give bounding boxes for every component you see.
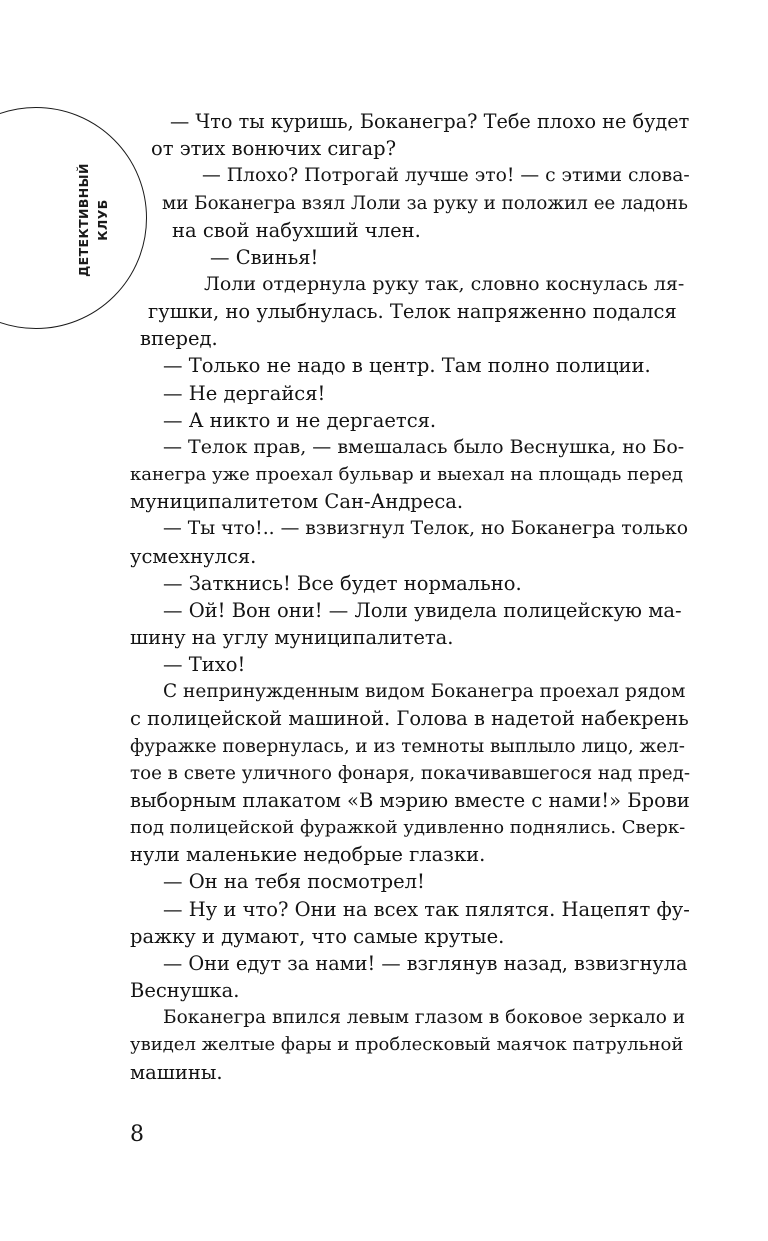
text-line: машины. (130, 1061, 223, 1084)
series-emblem-line-2: КЛУБ (95, 199, 110, 241)
text-line: С непринужденным видом Боканегра проехал рядом (163, 681, 686, 702)
text-line: ражку и думают, что самые крутые. (130, 925, 505, 948)
text-line: под полицейской фуражкой удивленно поднялись. Сверк- (130, 817, 686, 838)
text-line: Веснушка. (130, 979, 240, 1002)
text-line: с полицейской машиной. Голова в надетой набекрень (130, 707, 689, 730)
text-line: усмехнулся. (130, 545, 257, 568)
text-line: — Только не надо в центр. Там полно полиции. (163, 354, 651, 377)
text-line: нули маленькие недобрые глазки. (130, 843, 486, 866)
text-line: вперед. (140, 327, 218, 350)
text-line: — Они едут за нами! — взглянув назад, взвизгнула (163, 952, 688, 975)
text-line: — Ты что!.. — взвизгнул Телок, но Боканегра только (163, 518, 689, 539)
text-line: Боканегра впился левым глазом в боковое зеркало и (163, 1007, 686, 1028)
text-line: гушки, но улыбнулась. Телок напряженно подался (148, 300, 677, 323)
text-line: — Ну и что? Они на всех так пялятся. Нацепят фу- (163, 898, 690, 921)
text-line: Лоли отдернула руку так, словно коснулась ля- (204, 273, 685, 295)
text-line: тое в свете уличного фонаря, покачивавшегося над пред- (130, 763, 691, 784)
text-line: — Ой! Вон они! — Лоли увидела полицейскую ма- (163, 599, 682, 622)
text-line: ми Боканегра взял Лоли за руку и положил ее ладонь (162, 193, 688, 214)
text-line: выборным плакатом «В мэрию вместе с нами!» Брови (130, 789, 690, 812)
text-line: — А никто и не дергается. (163, 409, 437, 432)
text-line: — Он на тебя посмотрел! (163, 870, 425, 893)
text-line: на свой набухший член. (172, 219, 421, 242)
page-number: 8 (130, 1122, 144, 1147)
text-line: — Тихо! (163, 653, 246, 676)
text-line: канегра уже проехал бульвар и выехал на площадь перед (130, 464, 683, 485)
text-line: муниципалитетом Сан-Андреса. (130, 490, 464, 513)
text-line: увидел желтые фары и проблесковый маячок патрульной (130, 1034, 684, 1055)
text-line: шину на углу муниципалитета. (130, 626, 454, 649)
text-line: — Свинья! (210, 246, 319, 269)
text-line: — Плохо? Потрогай лучше это! — с этими слова- (202, 165, 690, 186)
text-line: фуражке повернулась, и из темноты выплыло лицо, жел- (130, 736, 685, 757)
series-emblem-line-1: ДЕТЕКТИВНЫЙ (76, 163, 91, 277)
text-line: от этих вонючих сигар? (151, 137, 397, 160)
text-line: — Заткнись! Все будет нормально. (163, 572, 522, 595)
text-line: — Телок прав, — вмешалась было Веснушка, но Бо- (163, 436, 685, 458)
text-line: — Что ты куришь, Боканегра? Тебе плохо не будет (170, 110, 690, 133)
text-line: — Не дергайся! (163, 382, 326, 405)
